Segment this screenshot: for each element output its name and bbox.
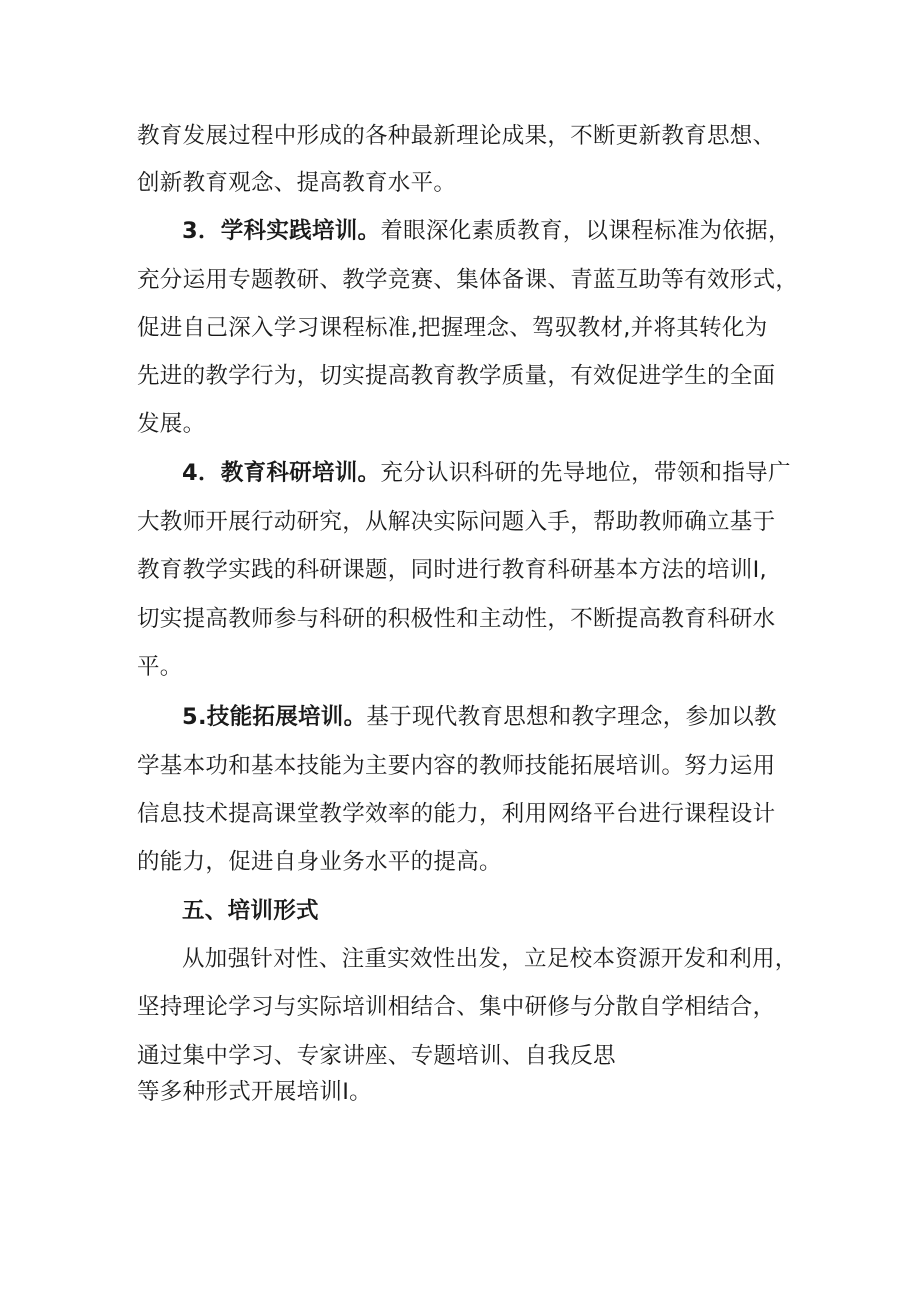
body-text-line: 教育发展过程中形成的各种最新理论成果，不断更新教育思想、 — [137, 123, 776, 149]
section-5-label: 5.技能拓展培训。 — [182, 704, 367, 730]
body-text-line: 教育教学实践的科研课题，同时进行教育科研基本方法的培训Ⅰ, — [137, 557, 767, 583]
body-text-line: 促进自己深入学习课程标准,把握理念、驾驭教材,并将其转化为 — [137, 315, 768, 341]
body-text-line: 创新教育观念、提高教育水平。 — [137, 170, 457, 196]
section-5-paragraph — [182, 702, 777, 732]
body-text-line: 平。 — [137, 654, 183, 680]
body-text-line: 充分认识科研的先导地位，带领和指导广 — [380, 460, 791, 486]
body-text-line: 的能力，促进自身业务水平的提高。 — [137, 849, 502, 875]
body-text-line: 通过集中学习、专家讲座、专题培训、自我反思 — [137, 1043, 616, 1069]
section-4-label: 4．教育科研培训。 — [182, 460, 381, 486]
body-text-line: 从加强针对性、注重实效性出发，立足校本资源开发和利用， — [182, 946, 798, 972]
body-text-line: 坚持理论学习与实际培训相结合、集中研修与分散自学相结合， — [137, 994, 776, 1020]
section-heading: 五、培训形式 — [182, 898, 319, 924]
section-3-paragraph — [182, 216, 791, 246]
body-text-line: 基于现代教育思想和教字理念，参加以教 — [366, 704, 777, 730]
body-text-line: 切实提高教师参与科研的积极性和主动性，不断提高教育科研水 — [137, 606, 776, 632]
section-4-paragraph — [182, 458, 791, 488]
body-text-line: 发展。 — [137, 411, 206, 437]
body-text-line: 等多种形式开展培训Ⅰ。 — [137, 1079, 372, 1105]
body-text-line: 信息技术提高课堂教学效率的能力，利用网络平台进行课程设计 — [137, 801, 776, 827]
body-text-line: 大教师开展行动研究，从解决实际问题入手，帮助教师确立基于 — [137, 509, 776, 535]
body-text-line: 学基本功和基本技能为主要内容的教师技能拓展培训。努力运用 — [137, 753, 776, 779]
body-text-line: 先进的教学行为，切实提高教育教学质量，有效促进学生的全面 — [137, 363, 776, 389]
body-text-line: 充分运用专题教研、教学竞赛、集体备课、青蓝互助等有效形式， — [137, 267, 799, 293]
section-3-label: 3．学科实践培训。 — [182, 218, 381, 244]
body-text-line: 着眼深化素质教育，以课程标准为依据， — [380, 218, 791, 244]
